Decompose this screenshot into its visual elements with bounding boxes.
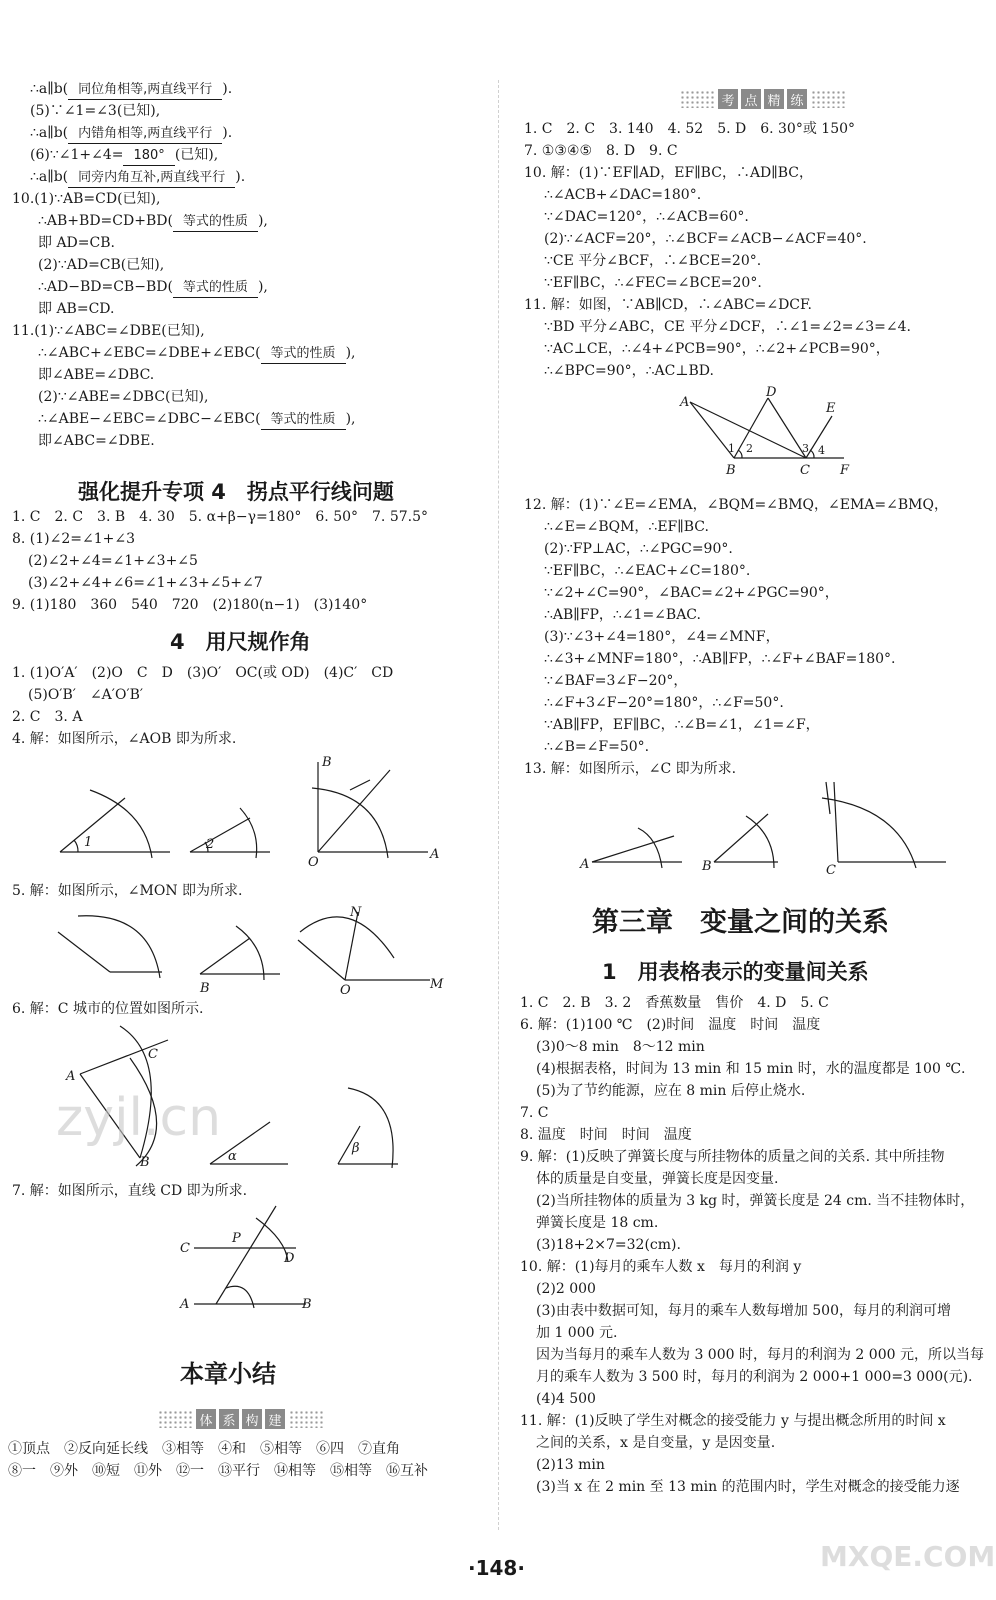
answer-line: ∵EF∥BC，∴∠EAC+∠C=180°.: [544, 563, 751, 579]
section-banner: [158, 1406, 323, 1432]
fill-blank: 内错角相等,两直线平行: [68, 125, 222, 144]
answer-line: 加 1 000 元.: [536, 1325, 618, 1341]
svg-text:B: B: [140, 1155, 150, 1168]
answer-line: ∴AB+BD=CD+BD( 等式的性质 ),: [38, 212, 268, 232]
answer-line: (3)由表中数据可知，每月的乘车人数每增加 500，每月的利润可增: [536, 1303, 952, 1319]
banner-char: 构: [242, 1409, 262, 1429]
section-heading: 4 用尺规作角: [170, 630, 311, 654]
svg-text:E: E: [826, 401, 836, 416]
answer-line: 7. 解：如图所示，直线 CD 即为所求.: [12, 1183, 248, 1199]
answer-line: (2)∠2+∠4=∠1+∠3+∠5: [28, 553, 198, 569]
answer-line: 1. C 2. C 3. 140 4. 52 5. D 6. 30°或 150°: [524, 121, 856, 137]
svg-text:A: A: [430, 847, 440, 862]
answer-line: 弹簧长度是 18 cm.: [536, 1215, 659, 1231]
svg-text:P: P: [232, 1231, 241, 1246]
answer-line: ∵EF∥BC，∴∠FEC=∠BCE=20°.: [544, 275, 762, 291]
answer-line: (3)∵∠3+∠4=180°，∠4=∠MNF，: [544, 629, 780, 645]
fill-blank: 等式的性质: [173, 279, 258, 298]
parallel-line-figure: [176, 1200, 376, 1320]
fill-blank: 等式的性质: [261, 411, 346, 430]
answer-line: 即∠ABC=∠DBE.: [38, 433, 155, 449]
svg-text:B: B: [302, 1297, 312, 1312]
answer-line: 体的质量是自变量，弹簧长度是因变量.: [536, 1171, 779, 1187]
answer-line: 1. (1)O′A′ (2)O C D (3)O′ OC(或 OD) (4)C′ CD: [12, 665, 394, 681]
answer-line: ∵∠BAF=3∠F−20°，: [544, 673, 688, 689]
section-banner: [680, 86, 845, 112]
answer-line: (5)∵∠1=∠3(已知),: [30, 103, 161, 119]
answer-line: 10. 解：(1)每月的乘车人数 x 每月的利润 y: [520, 1259, 802, 1275]
svg-text:B: B: [322, 755, 332, 770]
answer-line: ∵BD 平分∠ABC，CE 平分∠DCF，∴∠1=∠2=∠3=∠4.: [544, 319, 911, 335]
answer-line: ∴∠BPC=90°，∴AC⊥BD.: [544, 363, 714, 379]
page-number: ·148·: [468, 1556, 525, 1580]
answer-line: ∴∠ABC+∠EBC=∠DBE+∠EBC( 等式的性质 ),: [38, 344, 355, 364]
angle-construction-figure: [50, 902, 470, 1002]
banner-char: 练: [787, 89, 807, 109]
svg-text:B: B: [726, 463, 736, 478]
answer-line: 12. 解：(1)∵∠E=∠EMA，∠BQM=∠BMQ，∠EMA=∠BMQ，: [524, 497, 948, 513]
answer-line: 6. 解：(1)100 ℃ (2)时间 温度 时间 温度: [520, 1017, 821, 1033]
answer-line: (2)当所挂物体的质量为 3 kg 时，弹簧长度是 24 cm. 当不挂物体时，: [536, 1193, 975, 1209]
column-divider: [498, 80, 499, 1530]
fill-blank: 等式的性质: [173, 213, 258, 232]
answer-line: ∴a∥b( 内错角相等,两直线平行 ).: [30, 124, 232, 144]
svg-text:C: C: [148, 1047, 158, 1062]
answer-line: ∵∠DAC=120°，∴∠ACB=60°.: [544, 209, 749, 225]
svg-text:N: N: [350, 905, 362, 920]
svg-text:O: O: [308, 855, 319, 870]
dot-pattern-icon: [680, 90, 714, 108]
answer-line: ∴AB∥FP，∴∠1=∠BAC.: [544, 607, 701, 623]
fill-blank: 等式的性质: [261, 345, 346, 364]
answer-line: 因为当每月的乘车人数为 3 000 时，每月的利润为 2 000 元，所以当每: [536, 1347, 984, 1363]
watermark: zyjl.cn: [56, 1088, 222, 1148]
answer-line: (5)为了节约能源，应在 8 min 后停止烧水.: [536, 1083, 806, 1099]
svg-text:B: B: [702, 859, 712, 874]
svg-text:A: A: [180, 1297, 190, 1312]
dot-pattern-icon: [289, 1410, 323, 1428]
answer-line: ∴∠F+3∠F−20°=180°，∴∠F=50°.: [544, 695, 784, 711]
geometry-figure: [676, 386, 862, 482]
answer-line: 10.(1)∵AB=CD(已知),: [12, 191, 161, 207]
answer-line: (4)根据表格，时间为 13 min 和 15 min 时，水的温度都是 100 ℃.: [536, 1061, 966, 1077]
fill-blank: 180°: [123, 147, 174, 166]
answer-line: (2)∵∠ACF=20°，∴∠BCF=∠ACB−∠ACF=40°.: [544, 231, 867, 247]
answer-line: 7. ①③④⑤ 8. D 9. C: [524, 143, 678, 159]
answer-line: ∵AC⊥CE，∴∠4+∠PCB=90°，∴∠2+∠PCB=90°，: [544, 341, 890, 357]
answer-line: ∴∠ABE−∠EBC=∠DBC−∠EBC( 等式的性质 ),: [38, 410, 355, 430]
answer-line: 1. C 2. C 3. B 4. 30 5. α+β−γ=180° 6. 50° 7. 57.5°: [12, 509, 428, 525]
answer-line: ∴∠ACB+∠DAC=180°.: [544, 187, 702, 203]
answer-line: ①顶点 ②反向延长线 ③相等 ④和 ⑤相等 ⑥四 ⑦直角: [8, 1441, 400, 1457]
svg-text:A: A: [680, 395, 690, 410]
svg-text:α: α: [228, 1149, 237, 1164]
answer-line: 之间的关系，x 是自变量，y 是因变量.: [536, 1435, 776, 1451]
banner-char: 精: [764, 89, 784, 109]
answer-line: (3)0～8 min 8～12 min: [536, 1039, 705, 1055]
svg-text:A: A: [66, 1069, 76, 1084]
answer-line: 即∠ABE=∠DBC.: [38, 367, 155, 383]
answer-line: ∵CE 平分∠BCF，∴∠BCE=20°.: [544, 253, 762, 269]
answer-line: 7. C: [520, 1105, 549, 1121]
angle-construction-figure: [578, 778, 948, 878]
svg-text:B: B: [200, 981, 210, 996]
answer-line: ∴∠3+∠MNF=180°，∴AB∥FP，∴∠F+∠BAF=180°.: [544, 651, 896, 667]
answer-line: 4. 解：如图所示，∠AOB 即为所求.: [12, 731, 237, 747]
banner-char: 建: [265, 1409, 285, 1429]
answer-line: 即 AD=CB.: [38, 235, 115, 251]
answer-line: (6)∵∠1+∠4= 180° (已知),: [30, 146, 218, 166]
answer-line: 5. 解：如图所示，∠MON 即为所求.: [12, 883, 243, 899]
svg-text:A: A: [580, 857, 590, 872]
svg-text:D: D: [284, 1251, 295, 1266]
fill-blank: 同旁内角互补,两直线平行: [68, 169, 235, 188]
banner-char: 点: [741, 89, 761, 109]
answer-line: 13. 解：如图所示，∠C 即为所求.: [524, 761, 737, 777]
answer-line: ⑧一 ⑨外 ⑩短 ⑪外 ⑫一 ⑬平行 ⑭相等 ⑮相等 ⑯互补: [8, 1463, 428, 1479]
answer-line: (2)2 000: [536, 1281, 596, 1297]
answer-line: 9. (1)180 360 540 720 (2)180(n−1) (3)140°: [12, 597, 368, 613]
answer-line: ∴a∥b( 同位角相等,两直线平行 ).: [30, 80, 232, 100]
answer-line: 2. C 3. A: [12, 709, 83, 725]
watermark: MXQE.COM: [820, 1540, 996, 1573]
svg-text:C: C: [800, 463, 810, 478]
answer-line: ∴AD−BD=CB−BD( 等式的性质 ),: [38, 278, 268, 298]
section-heading: 强化提升专项 4 拐点平行线问题: [78, 480, 394, 504]
answer-line: ∴a∥b( 同旁内角互补,两直线平行 ).: [30, 168, 245, 188]
svg-text:1: 1: [84, 835, 93, 850]
answer-line: 11. 解：(1)反映了学生对概念的接受能力 y 与提出概念所用的时间 x: [520, 1413, 946, 1429]
answer-line: (3)当 x 在 2 min 至 13 min 的范围内时，学生对概念的接受能力逐: [536, 1479, 960, 1495]
answer-line: 11. 解：如图，∵AB∥CD，∴∠ABC=∠DCF.: [524, 297, 812, 313]
svg-text:C: C: [826, 863, 836, 878]
answer-line: 6. 解：C 城市的位置如图所示.: [12, 1001, 204, 1017]
banner-char: 体: [196, 1409, 216, 1429]
answer-line: ∴∠E=∠BQM，∴EF∥BC.: [544, 519, 709, 535]
answer-line: (5)O′B′ ∠A′O′B′: [28, 687, 144, 703]
answer-line: (2)∵∠ABE=∠DBC(已知),: [38, 389, 209, 405]
answer-line: 即 AB=CD.: [38, 301, 115, 317]
answer-line: (3)∠2+∠4+∠6=∠1+∠3+∠5+∠7: [28, 575, 263, 591]
dot-pattern-icon: [811, 90, 845, 108]
svg-text:C: C: [180, 1241, 190, 1256]
answer-line: ∵∠2+∠C=90°，∠BAC=∠2+∠PGC=90°，: [544, 585, 839, 601]
svg-text:1: 1: [728, 442, 735, 455]
answer-line: ∵AB∥FP，EF∥BC，∴∠B=∠1，∠1=∠F，: [544, 717, 820, 733]
svg-text:4: 4: [818, 444, 825, 457]
answer-line: 8. 温度 时间 时间 温度: [520, 1127, 692, 1143]
answer-line: 月的乘车人数为 3 500 时，每月的利润为 2 000+1 000=3 000(元).: [536, 1369, 973, 1385]
svg-text:D: D: [766, 386, 777, 400]
svg-text:2: 2: [746, 442, 753, 455]
banner-char: 考: [718, 89, 738, 109]
answer-line: (4)4 500: [536, 1391, 596, 1407]
chapter-title: 第三章 变量之间的关系: [592, 907, 889, 938]
answer-line: (3)18+2×7=32(cm).: [536, 1237, 681, 1253]
banner-char: 系: [219, 1409, 239, 1429]
section-heading: 1 用表格表示的变量间关系: [602, 960, 869, 984]
dot-pattern-icon: [158, 1410, 192, 1428]
answer-line: 11.(1)∵∠ABC=∠DBE(已知),: [12, 323, 205, 339]
answer-line: 1. C 2. B 3. 2 香蕉数量 售价 4. D 5. C: [520, 995, 829, 1011]
svg-text:β: β: [352, 1141, 360, 1156]
answer-line: (2)∵AD=CB(已知),: [38, 257, 165, 273]
svg-text:O: O: [340, 983, 351, 998]
svg-text:M: M: [430, 977, 444, 992]
answer-line: ∴∠B=∠F=50°.: [544, 739, 650, 755]
answer-line: (2)13 min: [536, 1457, 605, 1473]
section-heading: 本章小结: [180, 1360, 276, 1388]
answer-line: 10. 解：(1)∵EF∥AD，EF∥BC，∴AD∥BC，: [524, 165, 814, 181]
angle-construction-figure: [50, 750, 470, 870]
svg-text:3: 3: [802, 442, 809, 455]
answer-line: 8. (1)∠2=∠1+∠3: [12, 531, 136, 547]
svg-text:2: 2: [206, 837, 215, 852]
answer-line: (2)∵FP⊥AC，∴∠PGC=90°.: [544, 541, 733, 557]
svg-text:F: F: [840, 463, 850, 478]
fill-blank: 同位角相等,两直线平行: [68, 81, 222, 100]
answer-line: 9. 解：(1)反映了弹簧长度与所挂物体的质量之间的关系. 其中所挂物: [520, 1149, 945, 1165]
